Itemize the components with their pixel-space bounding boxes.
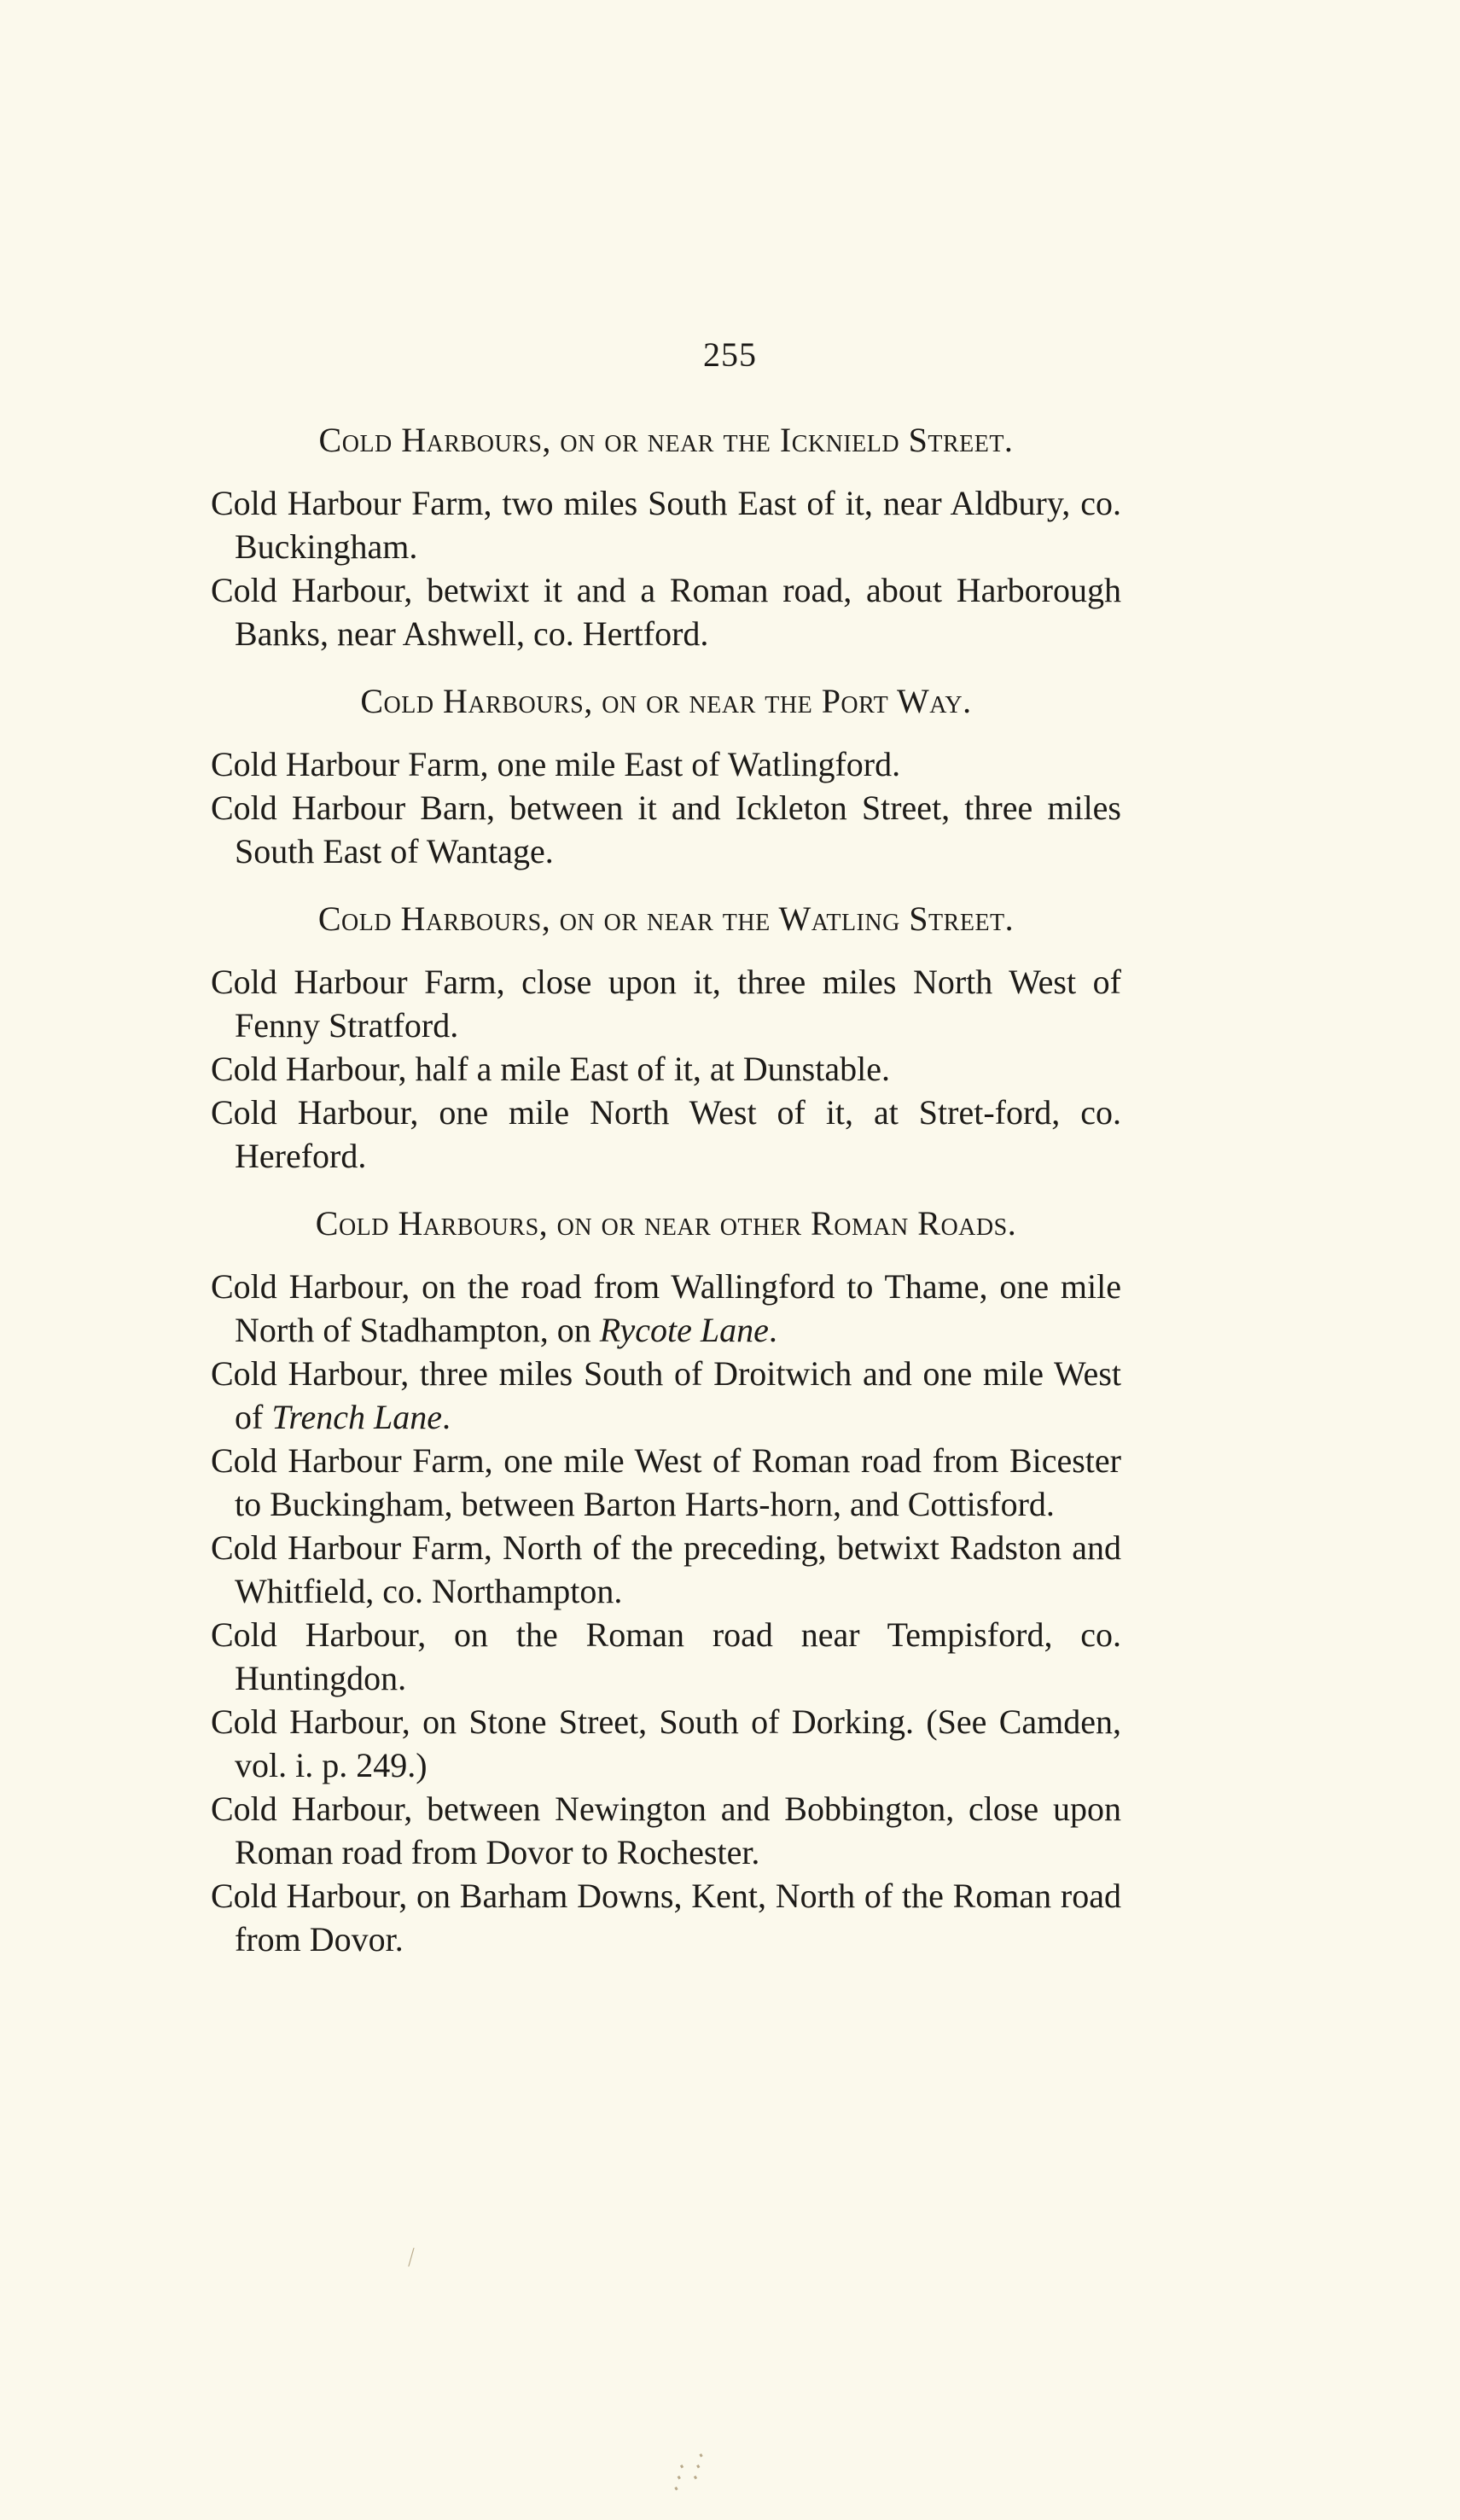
list-item: Cold Harbour, on the Roman road near Tempisford, co. Huntingdon. [211,1615,1121,1697]
section-heading: Cold Harbours, on or near the Port Way. [360,682,972,720]
list-item: Cold Harbour, one mile North West of it, at Stret-ford, co. Hereford. [211,1093,1121,1175]
list-item: Cold Harbour, betwixt it and a Roman road, about Harborough Banks, near Ashwell, co. Hertford. [211,571,1121,653]
entry-italic-text: Rycote Lane [599,1311,769,1349]
list-item: Cold Harbour Farm, North of the preceding, betwixt Radston and Whitfield, co. Northampton. [211,1528,1121,1610]
section-icknield-street [211,418,1121,655]
page-body [211,418,1121,1983]
list-item: Cold Harbour Farm, close upon it, three miles North West of Fenny Stratford. [211,963,1121,1045]
section-heading: Cold Harbours, on or near the Watling Street. [317,899,1015,938]
entry-italic-text: Trench Lane [271,1398,442,1436]
section-heading: Cold Harbours, on or near other Roman Roads. [315,1204,1017,1243]
pencil-mark: ⋰⋰ [661,2450,714,2495]
list-item: Cold Harbour Farm, one mile East of Watlingford. [211,745,901,783]
list-item: Cold Harbour, half a mile East of it, at Dunstable. [211,1050,890,1088]
list-item: Cold Harbour Farm, two miles South East of it, near Aldbury, co. Buckingham. [211,484,1121,566]
list-item: Cold Harbour, on Stone Street, South of Dorking. (See Camden, vol. i. p. 249.) [211,1702,1121,1784]
list-item: Cold Harbour Farm, one mile West of Roman road from Bicester to Buckingham, between Barton Harts-horn, and Cottisford. [211,1441,1121,1523]
list-item: Cold Harbour Barn, between it and Ickleton Street, three miles South East of Wantage. [211,789,1121,870]
pencil-mark: ⁄ [404,2244,418,2271]
list-item: Cold Harbour, on Barham Downs, Kent, North of the Roman road from Dovor. [211,1877,1121,1958]
entry-text: . [441,1398,451,1436]
section-port-way [211,679,1121,873]
section-watling-street [211,897,1121,1178]
entry-text: Cold Harbour, on the road from Wallingford to Thame, one mile North of Stadhampton, on [211,1267,1121,1349]
entry-text: Cold Harbour, three miles South of Droitwich and one mile West of [211,1354,1121,1436]
section-other-roman-roads [211,1202,1121,1961]
entry-text: . [768,1311,777,1349]
list-item [211,1265,1121,1352]
list-item [211,1352,1121,1439]
page-number: 255 [703,335,757,374]
section-heading: Cold Harbours, on or near the Icknield Street. [318,421,1014,459]
list-item: Cold Harbour, between Newington and Bobbington, close upon Roman road from Dovor to Rochester. [211,1790,1121,1871]
